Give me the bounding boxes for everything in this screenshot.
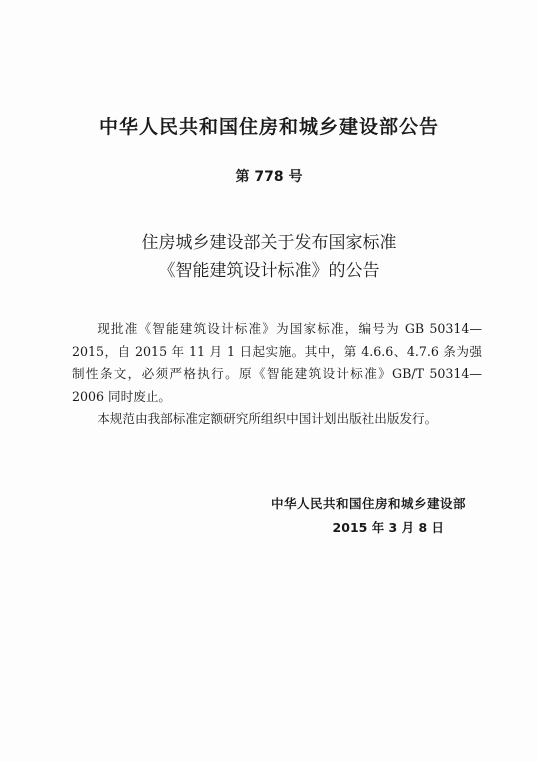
body-paragraph-1: 现批准《智能建筑设计标准》为国家标准，编号为 GB 50314—2015，自 2015 年 11 月 1 日起实施。其中，第 4.6.6、4.7.6 条为强制性条文，必须严格执行。原《智能建筑设计标准》GB/T 50314—2006 同时废止。: [72, 321, 482, 404]
announcement-number: 第 778 号: [235, 169, 303, 185]
body-paragraph-2: 本规范由我部标准定额研究所组织中国计划出版社出版发行。: [97, 411, 438, 426]
signature-date: 2015 年 3 月 8 日: [332, 520, 444, 535]
announcement-subtitle-line1: 住房城乡建设部关于发布国家标准: [141, 233, 397, 253]
announcement-body: [72, 318, 482, 431]
announcement-title: 中华人民共和国住房和城乡建设部公告: [98, 116, 439, 138]
signature-organization: 中华人民共和国住房和城乡建设部: [270, 496, 466, 511]
announcement-subtitle-line2: 《智能建筑设计标准》的公告: [158, 261, 380, 281]
